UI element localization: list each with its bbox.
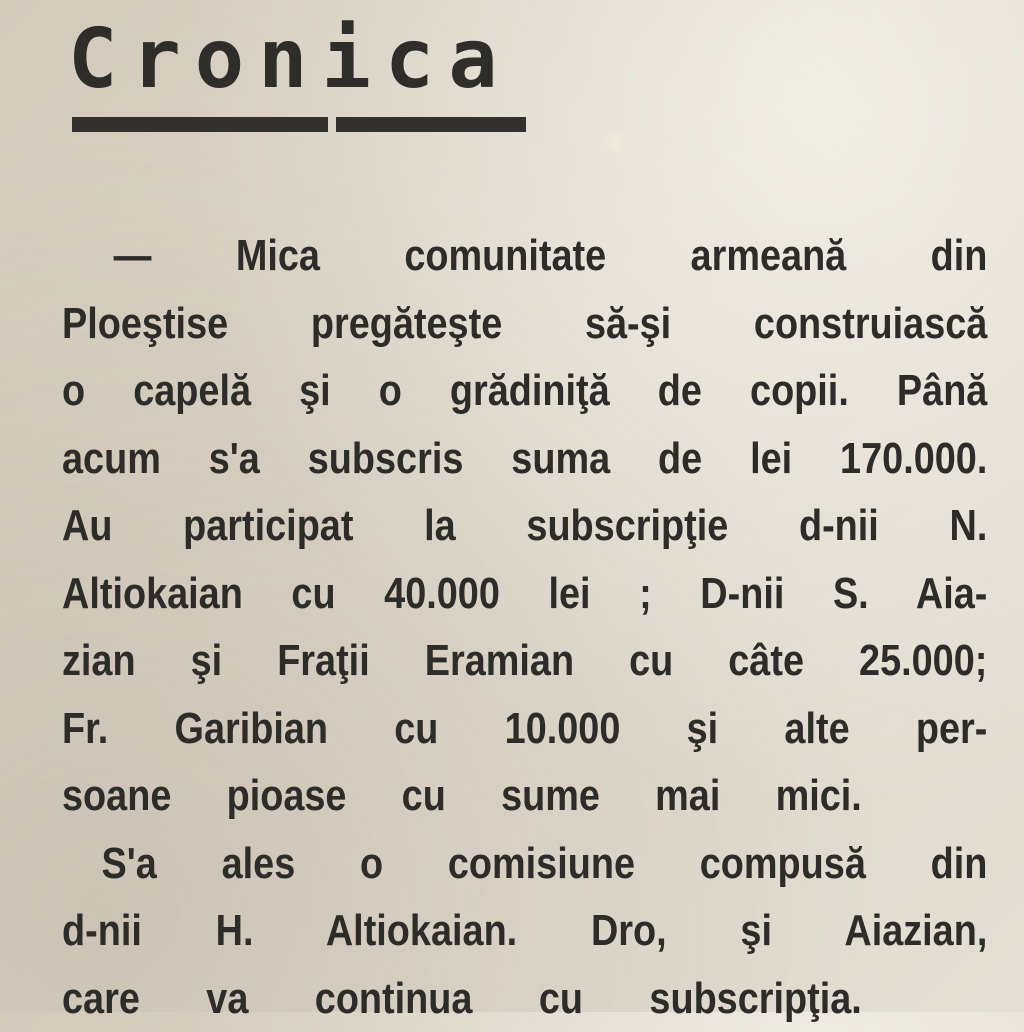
article-line: d-nii H. Altiokaian. Dro, şi Aiazian, xyxy=(62,897,987,965)
article-line: Au participat la subscripţie d-nii N. xyxy=(62,492,987,560)
heading-rule-left xyxy=(72,117,328,132)
article-line: soane pioase cu sume mai mici. xyxy=(62,762,862,830)
article-line: Altiokaian cu 40.000 lei ; D-nii S. Aia- xyxy=(62,560,987,628)
article-line: — Mica comunitate armeană din xyxy=(62,222,987,290)
paper-speck xyxy=(604,130,626,156)
heading-rule-right xyxy=(336,117,526,132)
article-body xyxy=(62,222,862,1032)
article-line: acum s'a subscris suma de lei 170.000. xyxy=(62,425,987,493)
section-heading: Cronica xyxy=(68,10,512,110)
article-line: zian şi Fraţii Eramian cu câte 25.000; xyxy=(62,627,987,695)
article-line: o capelă şi o grădiniţă de copii. Până xyxy=(62,357,987,425)
article-line: Fr. Garibian cu 10.000 şi alte per- xyxy=(62,695,987,763)
article-line: care va continua cu subscripţia. xyxy=(62,965,862,1032)
article-line: Ploeştise pregăteşte să-şi construiască xyxy=(62,290,987,358)
article-line: S'a ales o comisiune compusă din xyxy=(62,830,987,898)
